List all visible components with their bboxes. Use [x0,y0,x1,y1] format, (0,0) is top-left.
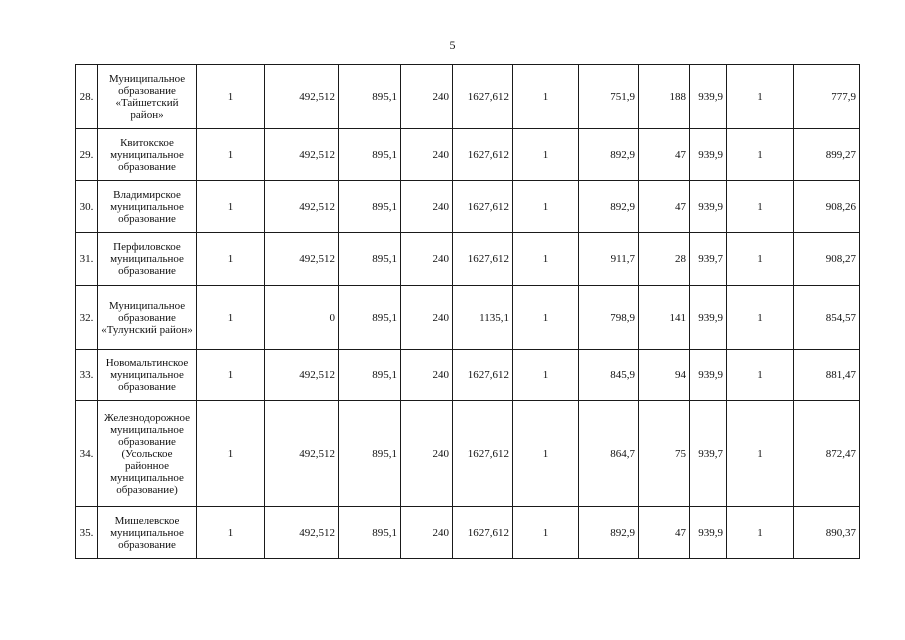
value-cell: 895,1 [339,401,401,507]
municipality-name: Перфиловское муниципальное образование [98,233,197,286]
value-cell: 492,512 [265,233,339,286]
value-cell: 492,512 [265,181,339,233]
value-cell: 939,9 [690,65,727,129]
value-cell: 240 [401,129,453,181]
value-cell: 1 [727,350,794,401]
value-cell: 911,7 [579,233,639,286]
value-cell: 892,9 [579,129,639,181]
value-cell: 240 [401,401,453,507]
value-cell: 1 [513,286,579,350]
value-cell: 1627,612 [453,65,513,129]
data-table [75,64,860,559]
value-cell: 939,7 [690,401,727,507]
value-cell: 492,512 [265,401,339,507]
value-cell: 777,9 [794,65,860,129]
row-index: 32. [76,286,98,350]
table-row [76,286,860,350]
value-cell: 1 [513,181,579,233]
value-cell: 1 [727,129,794,181]
value-cell: 845,9 [579,350,639,401]
value-cell: 1 [513,65,579,129]
value-cell: 1 [197,350,265,401]
value-cell: 1627,612 [453,401,513,507]
value-cell: 892,9 [579,507,639,559]
value-cell: 1 [197,129,265,181]
table-row [76,65,860,129]
value-cell: 1 [197,401,265,507]
value-cell: 1 [727,233,794,286]
row-index: 35. [76,507,98,559]
municipality-name: Железнодорожное муниципальное образование (Усольское районное муниципальное образование) [98,401,197,507]
table-row [76,350,860,401]
value-cell: 1 [197,65,265,129]
value-cell: 492,512 [265,350,339,401]
value-cell: 47 [639,181,690,233]
row-index: 28. [76,65,98,129]
value-cell: 492,512 [265,65,339,129]
row-index: 29. [76,129,98,181]
value-cell: 94 [639,350,690,401]
row-index: 34. [76,401,98,507]
value-cell: 1 [513,401,579,507]
municipality-name: Муниципальное образование «Тайшетский район» [98,65,197,129]
value-cell: 864,7 [579,401,639,507]
value-cell: 1627,612 [453,129,513,181]
value-cell: 1 [727,181,794,233]
table-row [76,401,860,507]
value-cell: 1 [727,507,794,559]
value-cell: 872,47 [794,401,860,507]
value-cell: 188 [639,65,690,129]
value-cell: 854,57 [794,286,860,350]
value-cell: 492,512 [265,129,339,181]
value-cell: 492,512 [265,507,339,559]
value-cell: 240 [401,65,453,129]
value-cell: 240 [401,286,453,350]
value-cell: 1627,612 [453,181,513,233]
value-cell: 895,1 [339,507,401,559]
value-cell: 1 [197,507,265,559]
value-cell: 47 [639,129,690,181]
value-cell: 0 [265,286,339,350]
value-cell: 240 [401,233,453,286]
row-index: 33. [76,350,98,401]
value-cell: 240 [401,350,453,401]
value-cell: 939,7 [690,233,727,286]
value-cell: 1627,612 [453,233,513,286]
value-cell: 28 [639,233,690,286]
value-cell: 47 [639,507,690,559]
row-index: 31. [76,233,98,286]
municipality-name: Новомальтинское муниципальное образование [98,350,197,401]
value-cell: 895,1 [339,350,401,401]
value-cell: 881,47 [794,350,860,401]
value-cell: 1 [513,507,579,559]
table-body [76,65,860,559]
value-cell: 895,1 [339,181,401,233]
value-cell: 939,9 [690,507,727,559]
value-cell: 751,9 [579,65,639,129]
value-cell: 240 [401,507,453,559]
value-cell: 939,9 [690,181,727,233]
value-cell: 908,26 [794,181,860,233]
municipality-name: Муниципальное образование «Тулунский район» [98,286,197,350]
table-row [76,507,860,559]
table-row [76,233,860,286]
value-cell: 1 [727,401,794,507]
value-cell: 240 [401,181,453,233]
value-cell: 939,9 [690,129,727,181]
value-cell: 1 [513,233,579,286]
municipality-name: Мишелевское муниципальное образование [98,507,197,559]
value-cell: 895,1 [339,286,401,350]
value-cell: 1 [513,350,579,401]
value-cell: 1 [197,181,265,233]
value-cell: 1 [727,286,794,350]
value-cell: 1 [513,129,579,181]
value-cell: 892,9 [579,181,639,233]
value-cell: 75 [639,401,690,507]
value-cell: 1 [727,65,794,129]
value-cell: 895,1 [339,129,401,181]
municipality-name: Квитокское муниципальное образование [98,129,197,181]
value-cell: 939,9 [690,286,727,350]
table-row [76,129,860,181]
value-cell: 1135,1 [453,286,513,350]
value-cell: 798,9 [579,286,639,350]
value-cell: 1627,612 [453,350,513,401]
page-number: 5 [449,38,456,52]
value-cell: 895,1 [339,233,401,286]
value-cell: 1 [197,233,265,286]
municipality-name: Владимирское муниципальное образование [98,181,197,233]
row-index: 30. [76,181,98,233]
table-row [76,181,860,233]
value-cell: 890,37 [794,507,860,559]
value-cell: 141 [639,286,690,350]
value-cell: 1 [197,286,265,350]
value-cell: 895,1 [339,65,401,129]
value-cell: 899,27 [794,129,860,181]
value-cell: 1627,612 [453,507,513,559]
value-cell: 908,27 [794,233,860,286]
value-cell: 939,9 [690,350,727,401]
